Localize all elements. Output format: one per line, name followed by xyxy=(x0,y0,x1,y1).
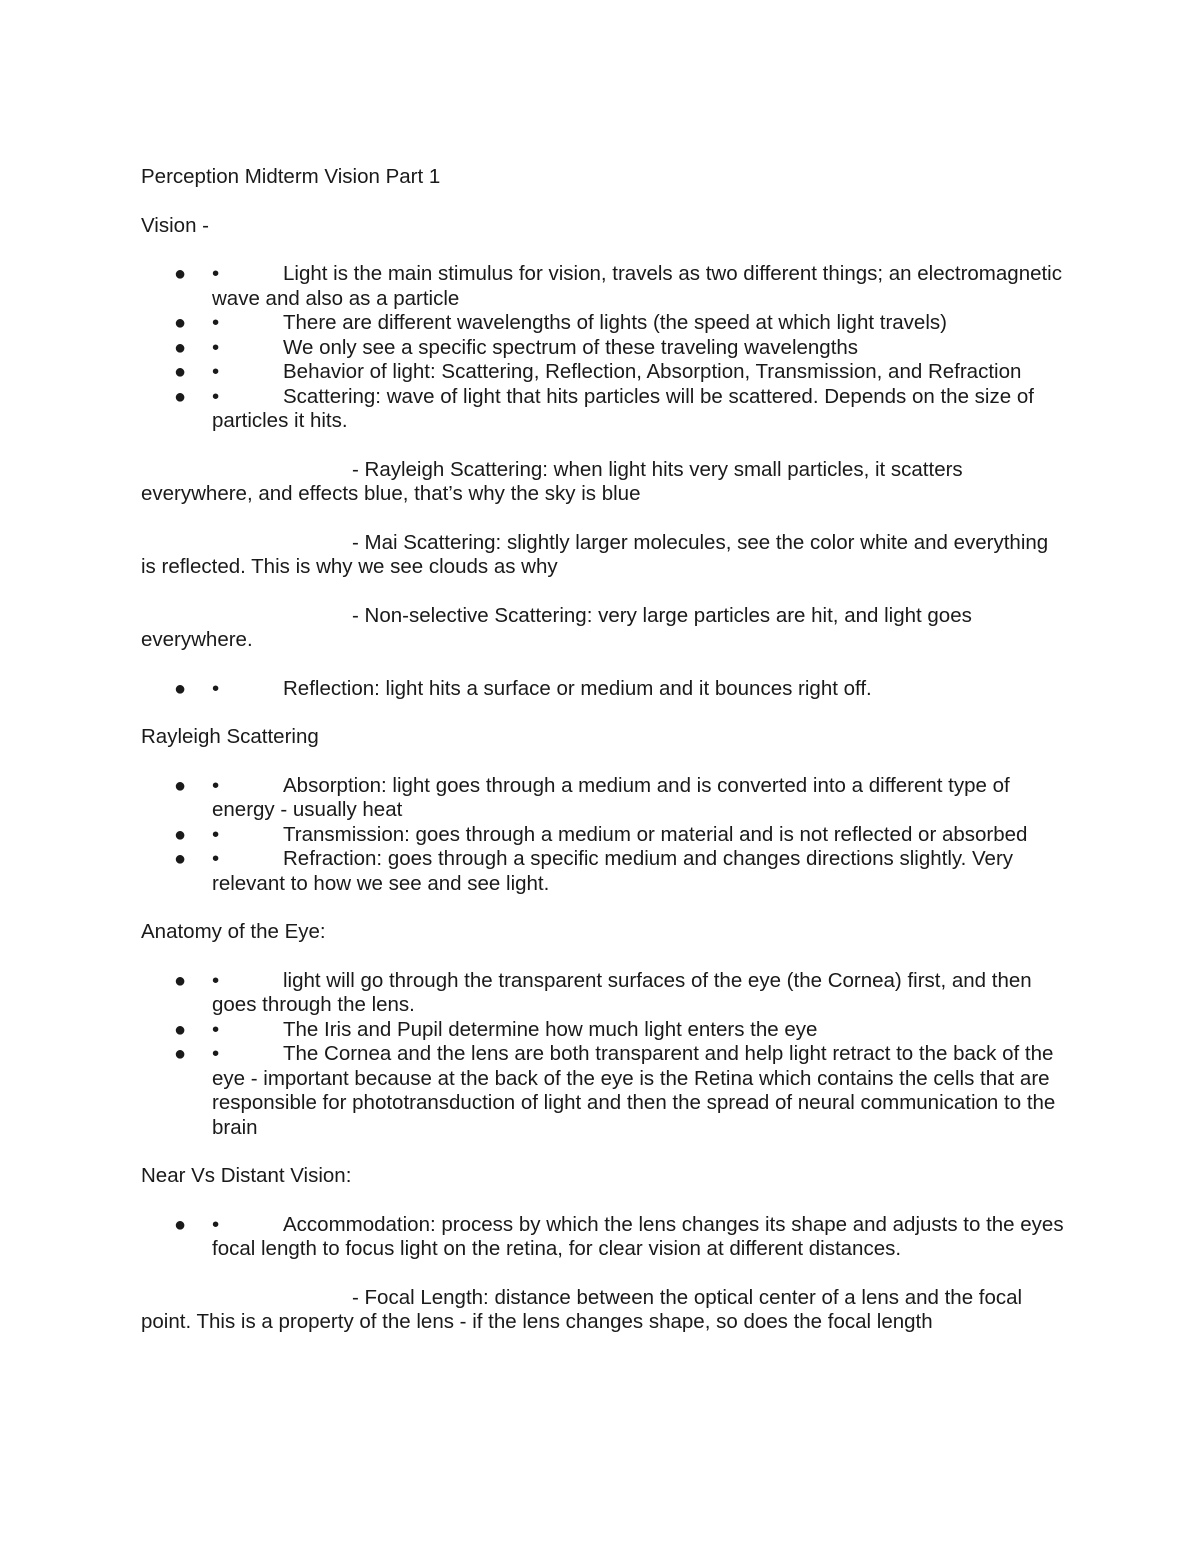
bullet-glyph: • xyxy=(212,262,220,285)
list-item: ● • Light is the main stimulus for vision, travels as two different things; an electromagnetic wave and also as a particle xyxy=(174,262,1062,310)
bullet-icon: ● xyxy=(174,1043,187,1065)
bullet-icon: ● xyxy=(174,969,187,992)
sub-point-mai: - Mai Scattering: slightly larger molecules, see the color white and everything is reflected. This is why we see clouds as why xyxy=(141,530,1049,578)
section-heading-rayleigh: Rayleigh Scattering xyxy=(141,725,319,748)
list-item: ● • Accommodation: process by which the lens changes its shape and adjusts to the eyes focal length to focus light on the retina, for clear vision at different distances. xyxy=(174,1212,1064,1260)
bullet-glyph: • xyxy=(212,360,220,383)
list-item: ● • Transmission: goes through a medium or material and is not reflected or absorbed xyxy=(174,822,1028,846)
section-heading-anatomy: Anatomy of the Eye: xyxy=(141,920,326,943)
bullet-glyph: • xyxy=(212,1042,220,1065)
anatomy-bullet-list xyxy=(141,969,1066,1141)
sub-point-focal-length: - Focal Length: distance between the optical center of a lens and the focal point. This is a property of the lens - if the lens changes shape, so does the focal length xyxy=(141,1285,1023,1333)
list-item: ● • We only see a specific spectrum of these traveling wavelengths xyxy=(174,335,859,359)
bullet-glyph: • xyxy=(212,968,220,992)
bullet-icon: ● xyxy=(174,385,187,408)
bullet-icon: ● xyxy=(174,1018,187,1041)
bullet-icon: ● xyxy=(174,361,187,383)
bullet-glyph: • xyxy=(212,676,220,700)
list-item: ● • The Cornea and the lens are both transparent and help light retract to the back of the eye - important because at the back of the eye is the Retina which contains the cells that are responsible for phototransduction of light and then the spread of neural communication to the brain xyxy=(174,1042,1056,1139)
bullet-glyph: • xyxy=(212,335,220,359)
list-item: ● • Absorption: light goes through a medium and is converted into a different type of energy - usually heat xyxy=(174,773,1010,821)
bullet-icon: ● xyxy=(174,336,187,359)
sub-point-rayleigh: - Rayleigh Scattering: when light hits very small particles, it scatters everywhere, and effects blue, that’s why the sky is blue xyxy=(141,457,963,505)
bullet-icon: ● xyxy=(174,677,187,700)
list-item: ● • There are different wavelengths of lights (the speed at which light travels) xyxy=(174,311,947,334)
bullet-icon: ● xyxy=(174,823,187,846)
sub-point-non-selective: - Non-selective Scattering: very large particles are hit, and light goes everywhere. xyxy=(141,603,972,651)
list-item: ● • light will go through the transparent surfaces of the eye (the Cornea) first, and then goes through the lens. xyxy=(174,968,1032,1016)
near-distant-bullet-list xyxy=(141,1213,1066,1262)
bullet-glyph: • xyxy=(212,384,220,408)
document-page xyxy=(141,165,1066,1359)
reflection-bullet-list xyxy=(141,677,1066,702)
section-heading-near-distant: Near Vs Distant Vision: xyxy=(141,1164,352,1187)
bullet-icon: ● xyxy=(174,263,187,285)
list-item: ● • The Iris and Pupil determine how much light enters the eye xyxy=(174,1017,818,1041)
bullet-icon: ● xyxy=(174,1213,187,1236)
bullet-glyph: • xyxy=(212,773,220,797)
rayleigh-bullet-list xyxy=(141,774,1066,897)
bullet-icon: ● xyxy=(174,312,187,334)
section-heading-vision: Vision - xyxy=(141,213,209,237)
bullet-glyph: • xyxy=(212,847,220,870)
bullet-glyph: • xyxy=(212,1212,220,1236)
bullet-glyph: • xyxy=(212,1017,220,1041)
bullet-glyph: • xyxy=(212,822,220,846)
bullet-icon: ● xyxy=(174,848,187,870)
list-item: ● • Scattering: wave of light that hits particles will be scattered. Depends on the size of particles it hits. xyxy=(174,384,1034,432)
list-item: ● • Behavior of light: Scattering, Reflection, Absorption, Transmission, and Refraction xyxy=(174,360,1022,383)
document-title: Perception Midterm Vision Part 1 xyxy=(141,165,441,188)
vision-bullet-list xyxy=(141,262,1066,434)
list-item: ● • Refraction: goes through a specific medium and changes directions slightly. Very relevant to how we see and see light. xyxy=(174,847,1014,895)
list-item: ● • Reflection: light hits a surface or medium and it bounces right off. xyxy=(174,676,872,700)
bullet-icon: ● xyxy=(174,774,187,797)
bullet-glyph: • xyxy=(212,311,220,334)
